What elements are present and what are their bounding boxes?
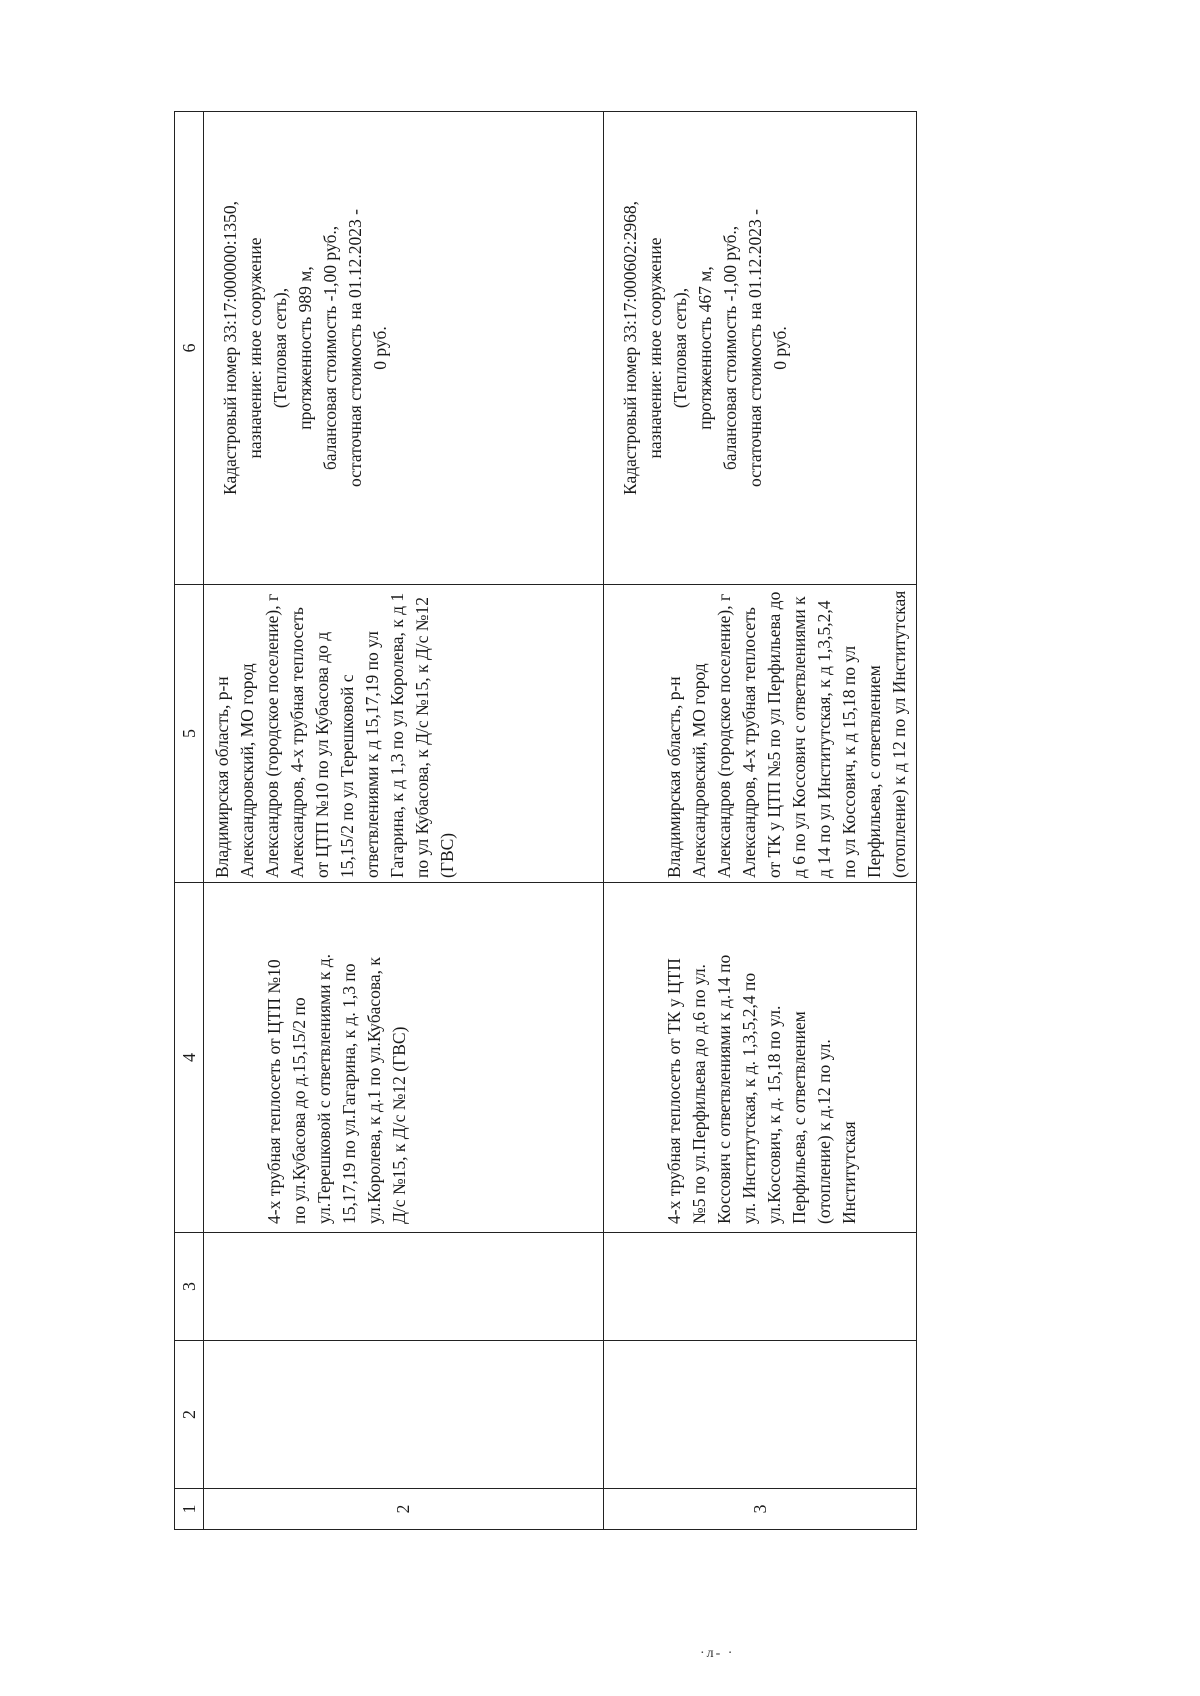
object-name-line: ул.Королева, к д.1 по ул.Кубасова, к (364, 957, 384, 1224)
page-footer-mark: ·л- · (700, 1646, 735, 1661)
object-name-line: (отопление) к д.12 по ул. (814, 1039, 834, 1224)
object-name-line: 4-х трубная теплосеть от ЦТП №10 (264, 959, 284, 1224)
object-name-line: ул. Институтская, к д. 1,3,5,2,4 по (739, 972, 759, 1224)
row-cell-characteristics (604, 112, 917, 585)
object-name-line: Институтская (839, 1121, 859, 1224)
object-name-line: 4-х трубная теплосеть от ТК у ЦТП (664, 958, 684, 1224)
object-name-line: Коссович с ответвлениями к д.14 по (714, 954, 734, 1224)
row-cell-address (604, 585, 917, 883)
characteristics-line: балансовая стоимость -1,00 руб., (320, 225, 340, 471)
address-line: по ул Кубасова, к Д/с №15, к Д/с №12 (412, 597, 432, 878)
characteristics-line: назначение: иное сооружение (645, 237, 665, 459)
table-row (204, 112, 604, 1530)
address-line: от ТК у ЦТП №5 по ул Перфильева до (764, 591, 784, 878)
address-line: Владимирская область, р-н (212, 676, 232, 878)
object-name-line: ул.Коссович, к д. 15,18 по ул. (764, 1005, 784, 1224)
characteristics-line: остаточная стоимость на 01.12.2023 - (345, 209, 365, 487)
object-name-line: №5 по ул.Перфильева до д.6 по ул. (689, 964, 709, 1224)
address-line: Александров (городское поселение), г (714, 593, 734, 878)
characteristics-line: протяженность 467 м, (695, 266, 715, 430)
header-cell-6: 6 (175, 112, 204, 585)
address-line: по ул Коссович, к д 15,18 по ул (839, 645, 859, 878)
row-number: 3 (604, 1489, 917, 1530)
object-name-line: Перфильева, с ответвлением (789, 1011, 809, 1224)
address-line: Александров, 4-х трубная теплосеть (287, 607, 307, 878)
address-line: (отопление) к д 12 по ул Институтская (889, 590, 909, 878)
header-cell-1: 1 (175, 1489, 204, 1530)
address-line: Владимирская область, р-н (664, 676, 684, 878)
object-name-line: по ул.Кубасова до д.15,15/2 по (289, 997, 309, 1224)
address-line: ответвлениями к д 15,17,19 по ул (362, 631, 382, 878)
row-cell-object-name (604, 883, 917, 1233)
rotated-page-content (174, 112, 909, 1530)
address-line: д 6 по ул Коссович с ответвлениями к (789, 596, 809, 878)
address-line: д 14 по ул Институтская, к д 1,3,5,2,4 (814, 600, 834, 878)
address-line: от ЦТП №10 по ул Кубасова до д (312, 631, 332, 878)
address-line: Александровский, МО город (689, 663, 709, 878)
property-register-table (174, 111, 917, 1530)
object-name-line: 15,17,19 по ул.Гагарина, к д. 1,3 по (339, 963, 359, 1224)
row-cell-col2 (204, 1341, 604, 1489)
header-cell-5: 5 (175, 585, 204, 883)
header-cell-3: 3 (175, 1233, 204, 1341)
address-line: Гагарина, к д 1,3 по ул Королева, к д 1 (387, 592, 407, 878)
row-cell-col3 (604, 1233, 917, 1341)
characteristics-line: 0 руб. (370, 326, 390, 370)
address-line: 15,15/2 по ул Терешковой с (337, 674, 357, 878)
table-row (604, 112, 917, 1530)
characteristics-line: Кадастровый номер 33:17:000000:1350, (220, 201, 240, 495)
characteristics-line: (Тепловая сеть), (270, 287, 290, 409)
row-number: 2 (204, 1489, 604, 1530)
address-line: (ГВС) (437, 832, 457, 878)
row-cell-col2 (604, 1341, 917, 1489)
row-cell-characteristics (204, 112, 604, 585)
characteristics-line: 0 руб. (770, 326, 790, 370)
address-line: Александров, 4-х трубная теплосеть (739, 607, 759, 878)
object-name-line: Д/с №15, к Д/с №12 (ГВС) (389, 1026, 409, 1224)
characteristics-line: остаточная стоимость на 01.12.2023 - (745, 209, 765, 487)
header-cell-2: 2 (175, 1341, 204, 1489)
row-cell-col3 (204, 1233, 604, 1341)
address-line: Александровский, МО город (237, 663, 257, 878)
characteristics-line: назначение: иное сооружение (245, 237, 265, 459)
header-cell-4: 4 (175, 883, 204, 1233)
characteristics-line: Кадастровый номер 33:17:000602:2968, (620, 201, 640, 495)
object-name-line: ул.Терешковой с ответвлениями к д. (314, 953, 334, 1224)
address-line: Александров (городское поселение), г (262, 593, 282, 878)
address-line: Перфильева, с ответвлением (864, 665, 884, 878)
row-cell-address (204, 585, 604, 883)
characteristics-line: (Тепловая сеть), (670, 287, 690, 409)
row-cell-object-name (204, 883, 604, 1233)
characteristics-line: балансовая стоимость -1,00 руб., (720, 225, 740, 471)
characteristics-line: протяженность 989 м, (295, 266, 315, 430)
table-header-row (175, 112, 204, 1530)
